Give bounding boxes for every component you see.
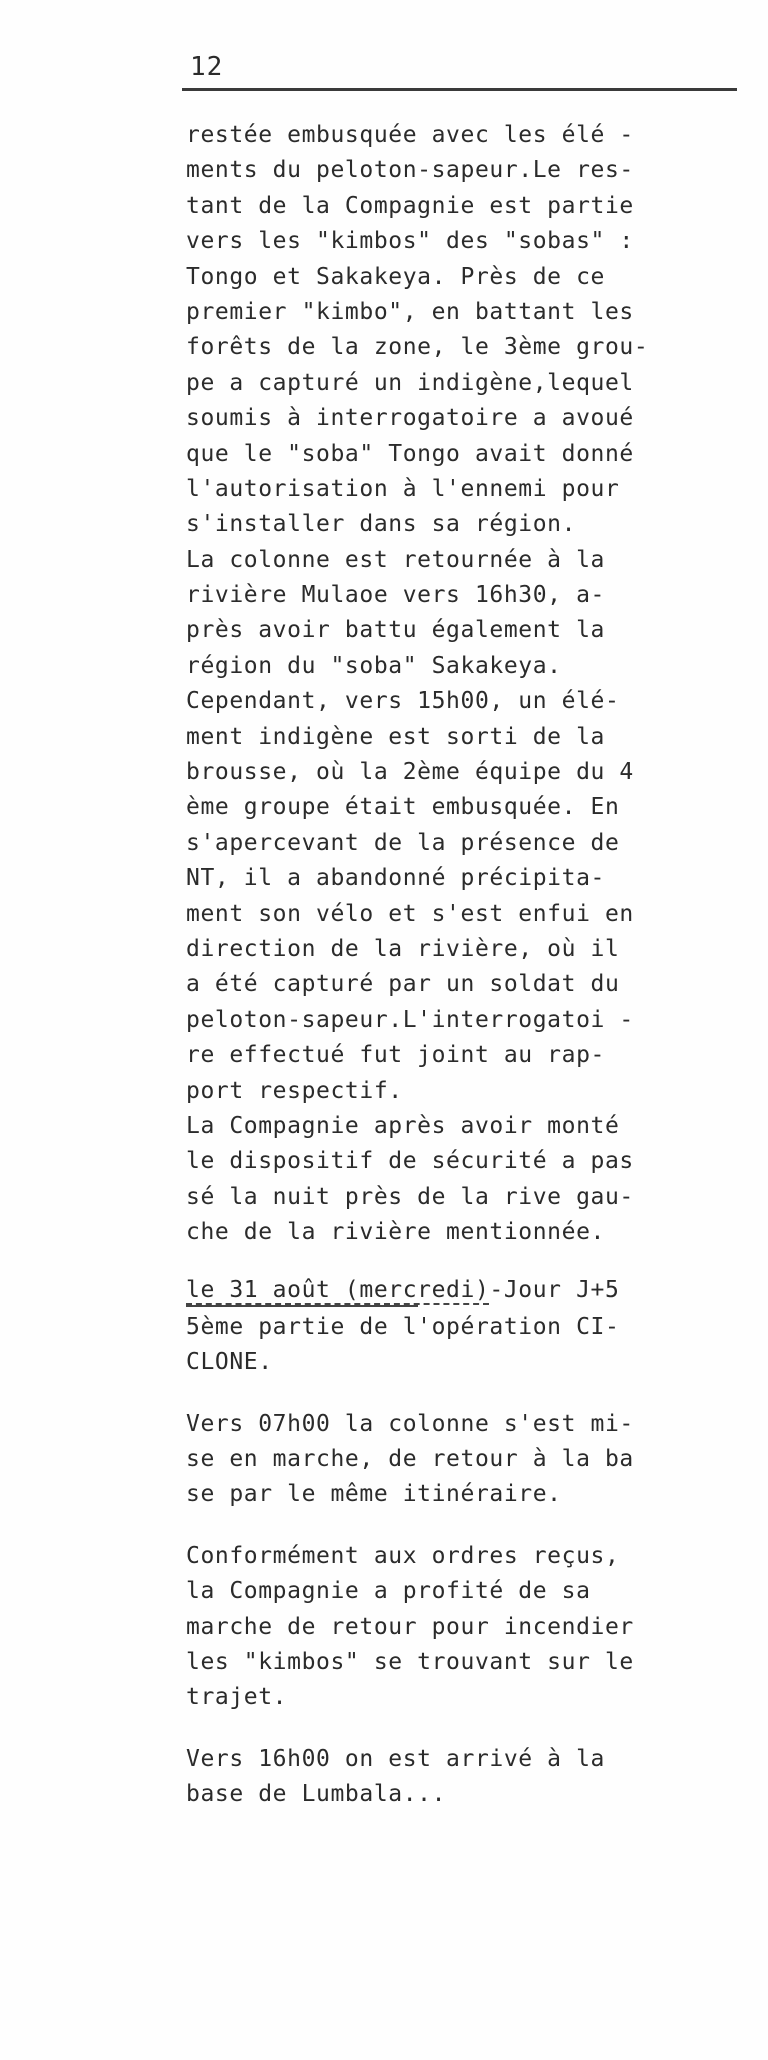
text-line: restée embusquée avec les élé - (186, 122, 634, 148)
text-line: se en marche, de retour à la ba (186, 1446, 634, 1473)
text-line: La colonne est retournée à la (186, 546, 605, 573)
text-line: région du "soba" Sakakeya. (186, 652, 562, 679)
text-line: Cependant, vers 15h00, un élé- (186, 688, 620, 715)
paragraph-5 (186, 1742, 726, 1813)
text-line: que le "soba" Tongo avait donné (186, 440, 634, 467)
text-line: se par le même itinéraire. (186, 1481, 562, 1508)
text-line: NT, il a abandonné précipita- (186, 865, 605, 892)
text-line: Tongo et Sakakeya. Près de ce (186, 263, 605, 290)
text-line: ment son vélo et s'est enfui en (186, 900, 634, 927)
page-number: 12 (190, 52, 224, 82)
text-line: ème groupe était embusquée. En (186, 794, 620, 821)
paragraph-3 (186, 1407, 726, 1513)
text-line: rivière Mulaoe vers 16h30, a- (186, 582, 605, 609)
text-line: 5ème partie de l'opération CI- (186, 1313, 620, 1340)
text-line: brousse, où la 2ème équipe du 4 (186, 759, 634, 786)
text-line: peloton-sapeur.L'interrogatoi - (186, 1006, 634, 1033)
text-line: soumis à interrogatoire a avoué (186, 405, 634, 432)
date-heading-line (186, 1273, 726, 1308)
text-line: CLONE. (186, 1349, 273, 1376)
text-line: sé la nuit près de la rive gau- (186, 1183, 634, 1210)
text-line: re effectué fut joint au rap- (186, 1042, 605, 1069)
text-line: marche de retour pour incendier (186, 1613, 634, 1640)
text-line: che de la rivière mentionnée. (186, 1219, 605, 1246)
text-line: près avoir battu également la (186, 617, 605, 644)
text-line: direction de la rivière, où il (186, 935, 620, 962)
text-line: s'apercevant de la présence de (186, 829, 620, 856)
text-line: le dispositif de sécurité a pas (186, 1148, 634, 1175)
text-line: Conformément aux ordres reçus, (186, 1542, 620, 1569)
header-rule (182, 88, 737, 91)
paragraph-1 (186, 118, 726, 1251)
text-line: les "kimbos" se trouvant sur le (186, 1649, 634, 1676)
text-line: Vers 07h00 la colonne s'est mi- (186, 1410, 634, 1437)
text-line: Vers 16h00 on est arrivé à la (186, 1745, 605, 1772)
text-line: ment indigène est sorti de la (186, 723, 605, 750)
text-line: la Compagnie a profité de sa (186, 1578, 591, 1605)
text-line: vers les "kimbos" des "sobas" : (186, 228, 634, 255)
text-line: ments du peloton-sapeur.Le res- (186, 157, 634, 184)
date-heading-suffix: -Jour J+5 (489, 1276, 620, 1303)
text-line: a été capturé par un soldat du (186, 971, 620, 998)
text-line: forêts de la zone, le 3ème grou- (186, 334, 649, 361)
paragraph-4 (186, 1539, 726, 1716)
text-line: La Compagnie après avoir monté (186, 1112, 620, 1139)
page-body (186, 118, 726, 1813)
text-line: tant de la Compagnie est partie (186, 192, 634, 219)
text-line: port respectif. (186, 1077, 403, 1104)
text-line: l'autorisation à l'ennemi pour (186, 475, 620, 502)
date-heading: le 31 août (mercredi) (186, 1276, 490, 1303)
text-line: pe a capturé un indigène,lequel (186, 369, 634, 396)
date-section (186, 1273, 726, 1381)
text-line: trajet. (186, 1684, 288, 1711)
text-line: premier "kimbo", en battant les (186, 298, 634, 325)
text-line: s'installer dans sa région. (186, 511, 577, 538)
text-line: base de Lumbala... (186, 1781, 447, 1808)
